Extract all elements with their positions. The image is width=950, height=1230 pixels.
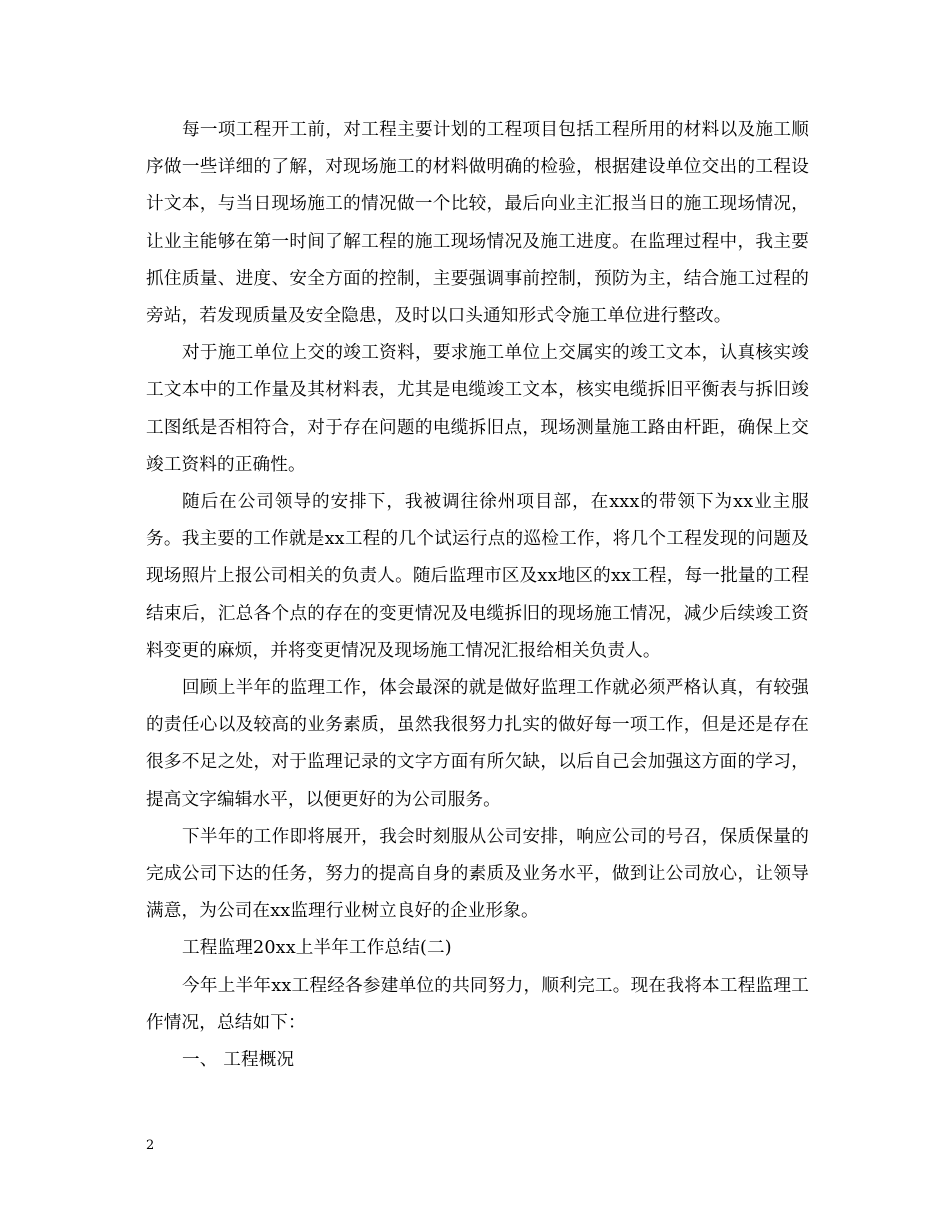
page-number: 2 (146, 1138, 155, 1153)
section-title: 工程监理20xx上半年工作总结(二) (182, 938, 452, 959)
paragraph-intro: 今年上半年xx工程经各参建单位的共同努力，顺利完工。现在我将本工程监理工作情况，总结如下： (146, 975, 809, 1033)
paragraph-supervision-process: 每一项工程开工前，对工程主要计划的工程项目包括工程所用的材料以及施工顺序做一些详细的了解，对现场施工的材料做明确的检验，根据建设单位交出的工程设计文本，与当日现场施工的情况做一个比较，最后向业主汇报当日的施工现场情况，让业主能够在第一时间了解工程的施工现场情况及施工进度。在监理过程中，我主要抓住质量、进度、安全方面的控制，主要强调事前控制，预防为主，结合施工过程的旁站，若发现质量及安全隐患，及时以口头通知形式令施工单位进行整改。 (146, 120, 809, 327)
paragraph-review: 回顾上半年的监理工作，体会最深的就是做好监理工作就必须严格认真，有较强的责任心以及较高的业务素质，虽然我很努力扎实的做好每一项工作，但是还是存在很多不足之处，对于监理记录的文字方面有所欠缺，以后自己会加强这方面的学习，提高文字编辑水平，以便更好的为公司服务。 (146, 678, 809, 810)
paragraph-completion-documents: 对于施工单位上交的竣工资料，要求施工单位上交属实的竣工文本，认真核实竣工文本中的工作量及其材料表，尤其是电缆竣工文本，核实电缆拆旧平衡表与拆旧竣工图纸是否相符合，对于存在问题的电缆拆旧点，现场测量施工路由杆距，确保上交竣工资料的正确性。 (146, 343, 809, 475)
document-body (146, 112, 809, 1079)
paragraph-second-half-plan: 下半年的工作即将展开，我会时刻服从公司安排，响应公司的号召，保质保量的完成公司下达的任务，努力的提高自身的素质及业务水平，做到让公司放心，让领导满意，为公司在xx监理行业树立良好的企业形象。 (146, 826, 809, 922)
section-heading-overview: 一、 工程概况 (182, 1050, 295, 1071)
paragraph-xuzhou-project: 随后在公司领导的安排下，我被调往徐州项目部，在xxx的带领下为xx业主服务。我主要的工作就是xx工程的几个试运行点的巡检工作，将几个工程发现的问题及现场照片上报公司相关的负责人。随后监理市区及xx地区的xx工程，每一批量的工程结束后，汇总各个点的存在的变更情况及电缆拆旧的现场施工情况，减少后续竣工资料变更的麻烦，并将变更情况及现场施工情况汇报给相关负责人。 (146, 492, 809, 661)
